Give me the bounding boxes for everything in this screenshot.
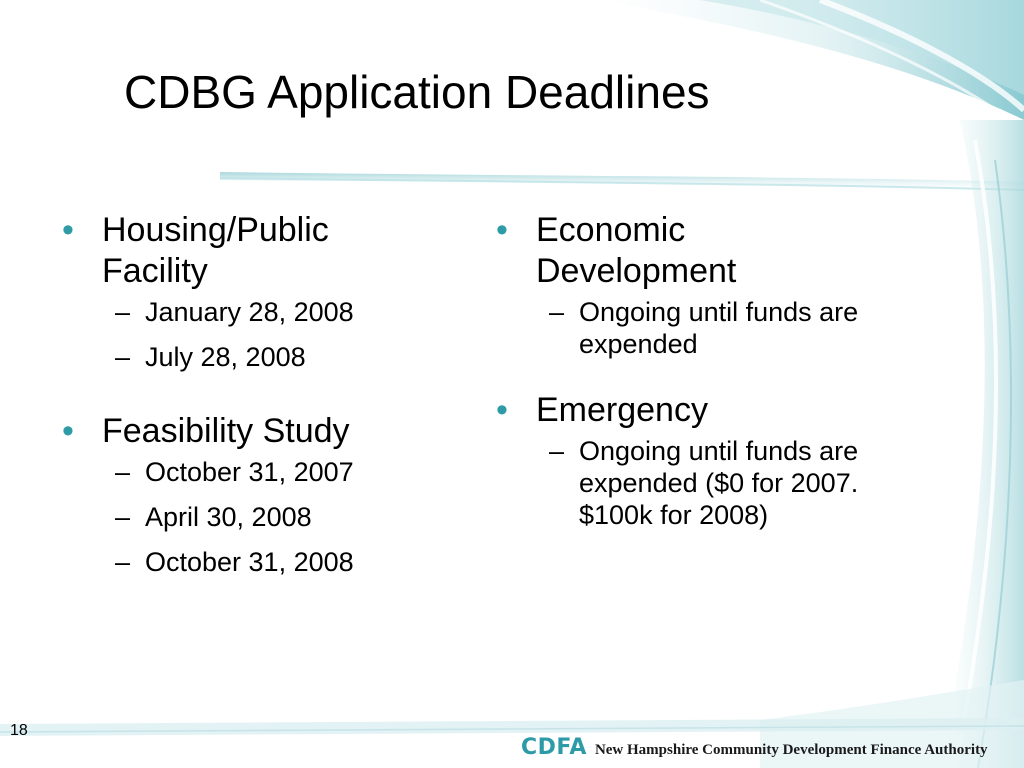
left-bullet-list xyxy=(56,210,436,578)
page-number: 18 xyxy=(10,722,28,739)
bullet-housing-public-facility xyxy=(56,210,436,373)
bullet-label: • Emergency xyxy=(536,391,708,429)
sub-item-deadline: – April 30, 2008 xyxy=(102,501,436,533)
sub-item-deadline: – Ongoing until funds are expended xyxy=(536,296,879,360)
cdfa-logo-mark: CDFA xyxy=(521,735,587,760)
bullet-label: • Economic Development xyxy=(536,211,737,290)
bullet-economic-development xyxy=(490,210,890,360)
sub-item-deadline: – Ongoing until funds are expended ($0 for 2007. $100k for 2008) xyxy=(536,435,879,531)
sub-item-deadline: – January 28, 2008 xyxy=(102,296,436,328)
left-column xyxy=(56,210,436,591)
sub-list xyxy=(536,435,890,531)
right-column xyxy=(490,210,890,539)
right-bullet-list xyxy=(490,210,890,531)
sub-list xyxy=(102,456,436,578)
sub-item-deadline: – October 31, 2008 xyxy=(102,546,436,578)
bullet-label: • Feasibility Study xyxy=(102,412,350,450)
sub-item-deadline: – July 28, 2008 xyxy=(102,341,436,373)
organization-name: New Hampshire Community Development Finance Authority xyxy=(594,742,988,758)
sub-item-deadline: – October 31, 2007 xyxy=(102,456,436,488)
bullet-emergency xyxy=(490,390,890,531)
footer-logo xyxy=(521,735,988,760)
bullet-feasibility-study xyxy=(56,411,436,578)
slide-title: CDBG Application Deadlines xyxy=(124,66,710,118)
sub-list xyxy=(102,296,436,373)
sub-list xyxy=(536,296,890,360)
bullet-label: • Housing/Public Facility xyxy=(102,211,329,290)
